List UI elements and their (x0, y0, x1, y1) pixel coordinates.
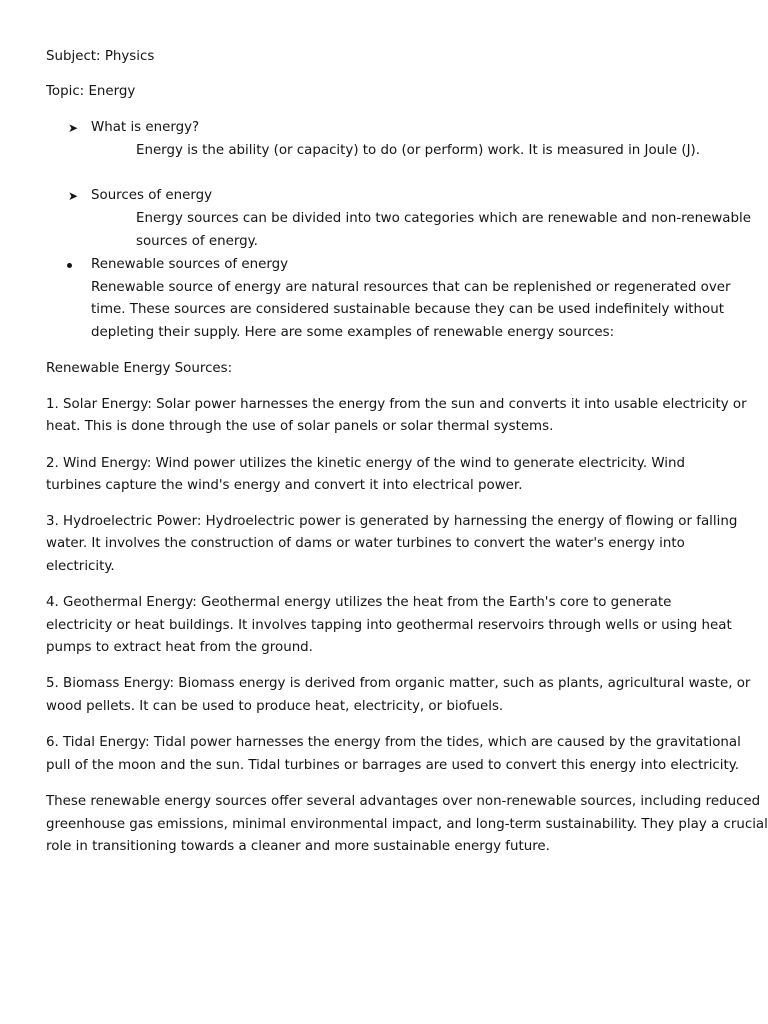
source-text-line: 5. Biomass Energy: Biomass energy is derived from organic matter, such as plants, agricultural waste, or (46, 676, 751, 691)
arrow-bullet-icon: ➤ (68, 189, 79, 203)
source-text-line: pull of the moon and the sun. Tidal turbines or barrages are used to convert this energy into electricity. (46, 758, 740, 773)
q2-heading: Sources of energy (91, 188, 213, 203)
arrow-bullet-icon: ➤ (68, 121, 79, 135)
source-text-line: turbines capture the wind's energy and convert it into electrical power. (46, 478, 523, 493)
source-text-line: wood pellets. It can be used to produce heat, electricity, or biofuels. (46, 699, 504, 714)
topic-line: Topic: Energy (46, 84, 136, 99)
subject-line: Subject: Physics (46, 49, 155, 64)
sources-heading: Renewable Energy Sources: (46, 361, 233, 376)
q1-heading: What is energy? (91, 120, 200, 135)
source-text-line: water. It involves the construction of dams or water turbines to convert the water's energy into (46, 536, 685, 551)
source-text-line: 2. Wind Energy: Wind power utilizes the kinetic energy of the wind to generate electricity. Wind (46, 456, 685, 471)
conclusion-line: role in transitioning towards a cleaner and more sustainable energy future. (46, 839, 550, 854)
source-text-line: electricity. (46, 559, 115, 574)
source-text-line: pumps to extract heat from the ground. (46, 640, 313, 655)
renewable-text-line: depleting their supply. Here are some examples of renewable energy sources: (91, 325, 615, 340)
renewable-text-line: time. These sources are considered sustainable because they can be used indefinitely without (91, 302, 724, 317)
round-bullet-icon (67, 263, 72, 268)
renewable-text-line: Renewable source of energy are natural resources that can be replenished or regenerated over (91, 280, 731, 295)
source-text-line: 6. Tidal Energy: Tidal power harnesses the energy from the tides, which are caused by the gravitational (46, 735, 741, 750)
renewable-heading: Renewable sources of energy (91, 257, 289, 272)
source-text-line: 1. Solar Energy: Solar power harnesses the energy from the sun and converts it into usable electricity or (46, 397, 747, 412)
q1-text: Energy is the ability (or capacity) to do (or perform) work. It is measured in Joule (J). (136, 143, 701, 158)
q2-text-line: sources of energy. (136, 234, 258, 249)
source-text-line: 4. Geothermal Energy: Geothermal energy utilizes the heat from the Earth's core to generate (46, 595, 672, 610)
source-text-line: 3. Hydroelectric Power: Hydroelectric power is generated by harnessing the energy of flowing or falling (46, 514, 738, 529)
conclusion-line: These renewable energy sources offer several advantages over non-renewable sources, including reduced (46, 794, 761, 809)
conclusion-line: greenhouse gas emissions, minimal environmental impact, and long-term sustainability. They play a crucial (46, 817, 768, 832)
source-text-line: heat. This is done through the use of solar panels or solar thermal systems. (46, 419, 554, 434)
source-text-line: electricity or heat buildings. It involves tapping into geothermal reservoirs through wells or using heat (46, 618, 732, 633)
q2-text-line: Energy sources can be divided into two categories which are renewable and non-renewable (136, 211, 751, 226)
